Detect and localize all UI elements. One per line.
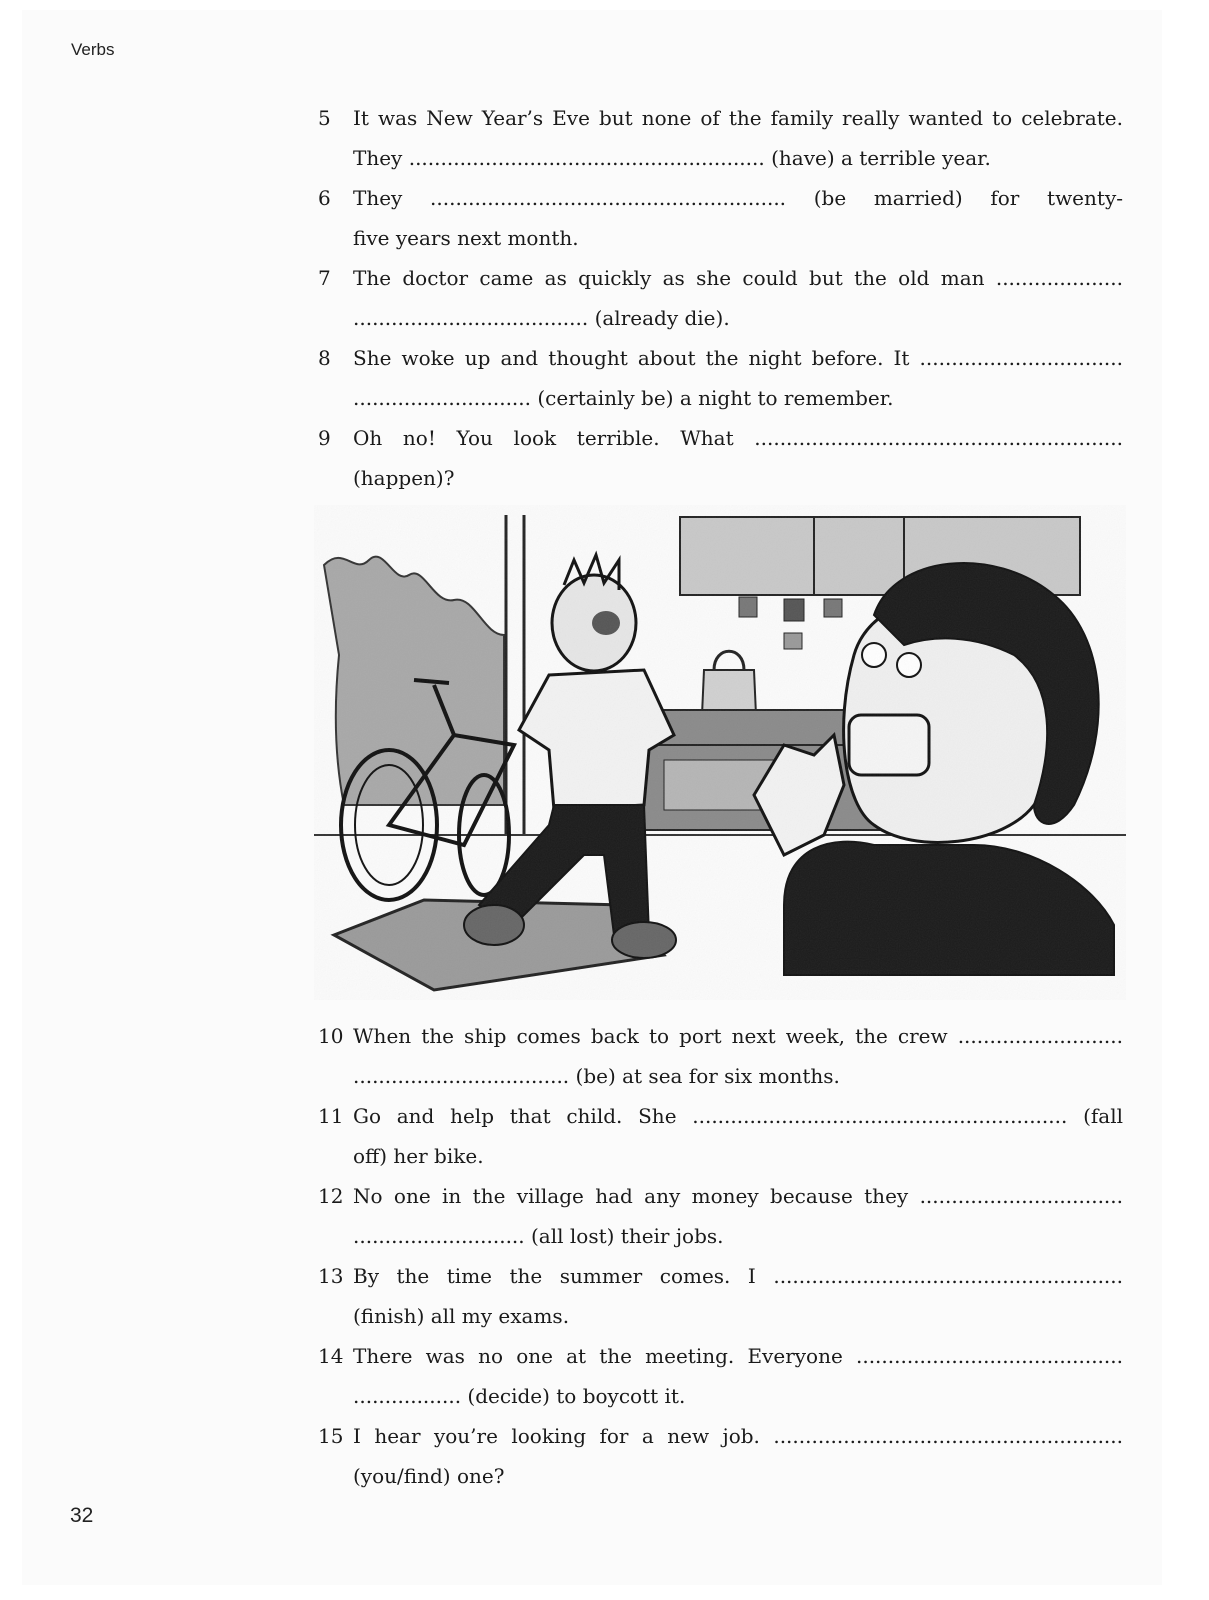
exercise-line: (happen)?	[353, 466, 455, 490]
exercise-line: They ........................................................ (be married) for twenty-	[353, 186, 1123, 210]
exercise-line: ................. (decide) to boycott it.	[353, 1384, 686, 1408]
exercise-number: 15	[318, 1424, 344, 1448]
section-label: Verbs	[71, 40, 115, 59]
exercise-number: 6	[318, 186, 331, 210]
exercise-number: 14	[318, 1344, 344, 1368]
cartoon-illustration	[314, 505, 1126, 1000]
exercise-number: 10	[318, 1024, 344, 1048]
exercise-item-12	[318, 1176, 1123, 1256]
exercise-number: 13	[318, 1264, 344, 1288]
exercise-line: (you/find) one?	[353, 1464, 505, 1488]
exercise-item-9	[318, 418, 1123, 498]
exercise-line: (finish) all my exams.	[353, 1304, 570, 1328]
exercise-line: She woke up and thought about the night before. It ................................	[353, 346, 1123, 370]
exercise-number: 7	[318, 266, 331, 290]
exercise-line: ............................ (certainly be) a night to remember.	[353, 386, 894, 410]
exercise-line: Oh no! You look terrible. What ..........................................................	[353, 426, 1123, 450]
exercise-line: They ........................................................ (have) a terrible year.	[353, 146, 991, 170]
exercise-line: No one in the village had any money because they ................................	[353, 1184, 1123, 1208]
exercise-line: .................................. (be) at sea for six months.	[353, 1064, 840, 1088]
exercise-number: 12	[318, 1184, 344, 1208]
exercise-item-8	[318, 338, 1123, 418]
exercise-item-15	[318, 1416, 1123, 1496]
page-number: 32	[70, 1504, 94, 1527]
exercise-line: ........................... (all lost) their jobs.	[353, 1224, 724, 1248]
exercise-line: Go and help that child. She ........................................................... (fall	[353, 1104, 1123, 1128]
exercise-item-10	[318, 1016, 1123, 1096]
exercise-item-7	[318, 258, 1123, 338]
exercise-line: five years next month.	[353, 226, 579, 250]
exercise-item-11	[318, 1096, 1123, 1176]
exercise-line: By the time the summer comes. I .......................................................	[353, 1264, 1123, 1288]
exercise-number: 9	[318, 426, 331, 450]
exercise-number: 8	[318, 346, 331, 370]
exercise-line: There was no one at the meeting. Everyone ..........................................	[353, 1344, 1123, 1368]
exercise-line: It was New Year’s Eve but none of the family really wanted to celebrate.	[353, 106, 1123, 130]
exercise-item-6	[318, 178, 1123, 258]
exercise-number: 5	[318, 106, 331, 130]
exercise-line: ..................................... (already die).	[353, 306, 730, 330]
exercise-line: I hear you’re looking for a new job. .......................................................	[353, 1424, 1123, 1448]
exercise-line: The doctor came as quickly as she could but the old man ....................	[353, 266, 1123, 290]
exercise-number: 11	[318, 1104, 344, 1128]
exercise-item-5	[318, 98, 1123, 178]
exercise-line: When the ship comes back to port next week, the crew ..........................	[353, 1024, 1123, 1048]
exercise-item-13	[318, 1256, 1123, 1336]
exercise-line: off) her bike.	[353, 1144, 484, 1168]
exercise-item-14	[318, 1336, 1123, 1416]
